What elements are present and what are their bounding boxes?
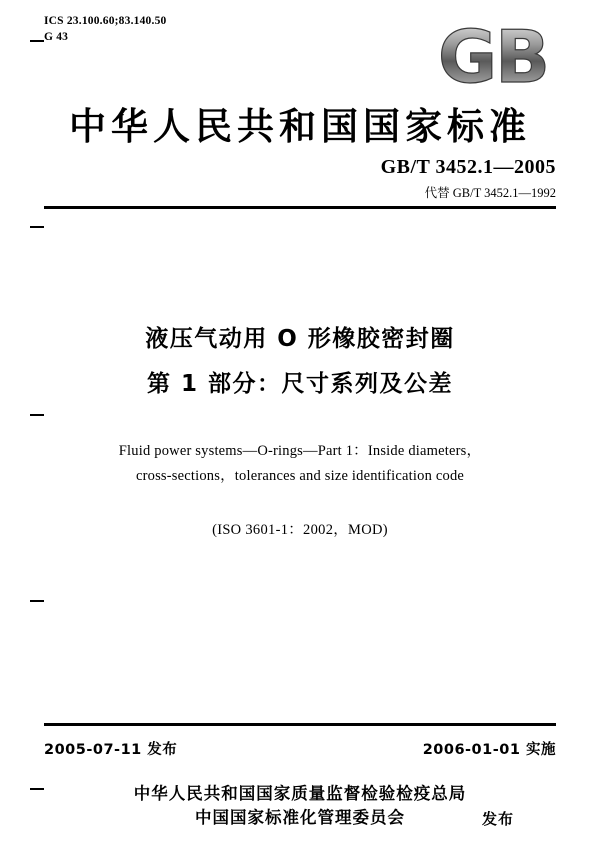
title-en-line1: Fluid power systems—O-rings—Part 1：Inside diameters， <box>118 443 482 459</box>
implementation-date: 2006-01-01 实施 <box>422 742 556 758</box>
standard-replaces: 代替 GB/T 3452.1—1992 <box>424 186 556 200</box>
binding-tick <box>30 226 44 228</box>
ics-code: ICS 23.100.60;83.140.50 <box>44 15 167 27</box>
standard-number-block <box>381 156 556 201</box>
classification-code: G 43 <box>44 30 69 43</box>
document-meta <box>44 14 166 45</box>
title-cn-line2: 第 1 部分：尺寸系列及公差 <box>146 370 454 397</box>
binding-tick <box>30 600 44 602</box>
footer-divider <box>44 723 556 726</box>
iso-reference: (ISO 3601-1：2002，MOD) <box>212 522 388 539</box>
binding-tick <box>30 40 44 42</box>
header-divider <box>44 206 556 209</box>
issue-date: 2005-07-11 发布 <box>44 742 178 758</box>
issuer-publish-label: 发布 <box>481 810 514 828</box>
title-block <box>0 322 600 539</box>
page-title: 中华人民共和国国家标准 <box>69 105 531 148</box>
title-cn-line1: 液压气动用 O 形橡胶密封圈 <box>145 326 455 352</box>
issuer-line2: 中国国家标准化管理委员会 <box>195 807 405 827</box>
standard-number: GB/T 3452.1—2005 <box>380 156 556 178</box>
issuer-line1: 中华人民共和国国家质量监督检验检疫总局 <box>133 784 467 803</box>
svg-text:GB: GB <box>438 26 548 88</box>
title-en <box>0 439 600 488</box>
gb-logo-icon <box>438 26 556 88</box>
title-en-line2: cross-sections，tolerances and size identification code <box>135 467 465 484</box>
